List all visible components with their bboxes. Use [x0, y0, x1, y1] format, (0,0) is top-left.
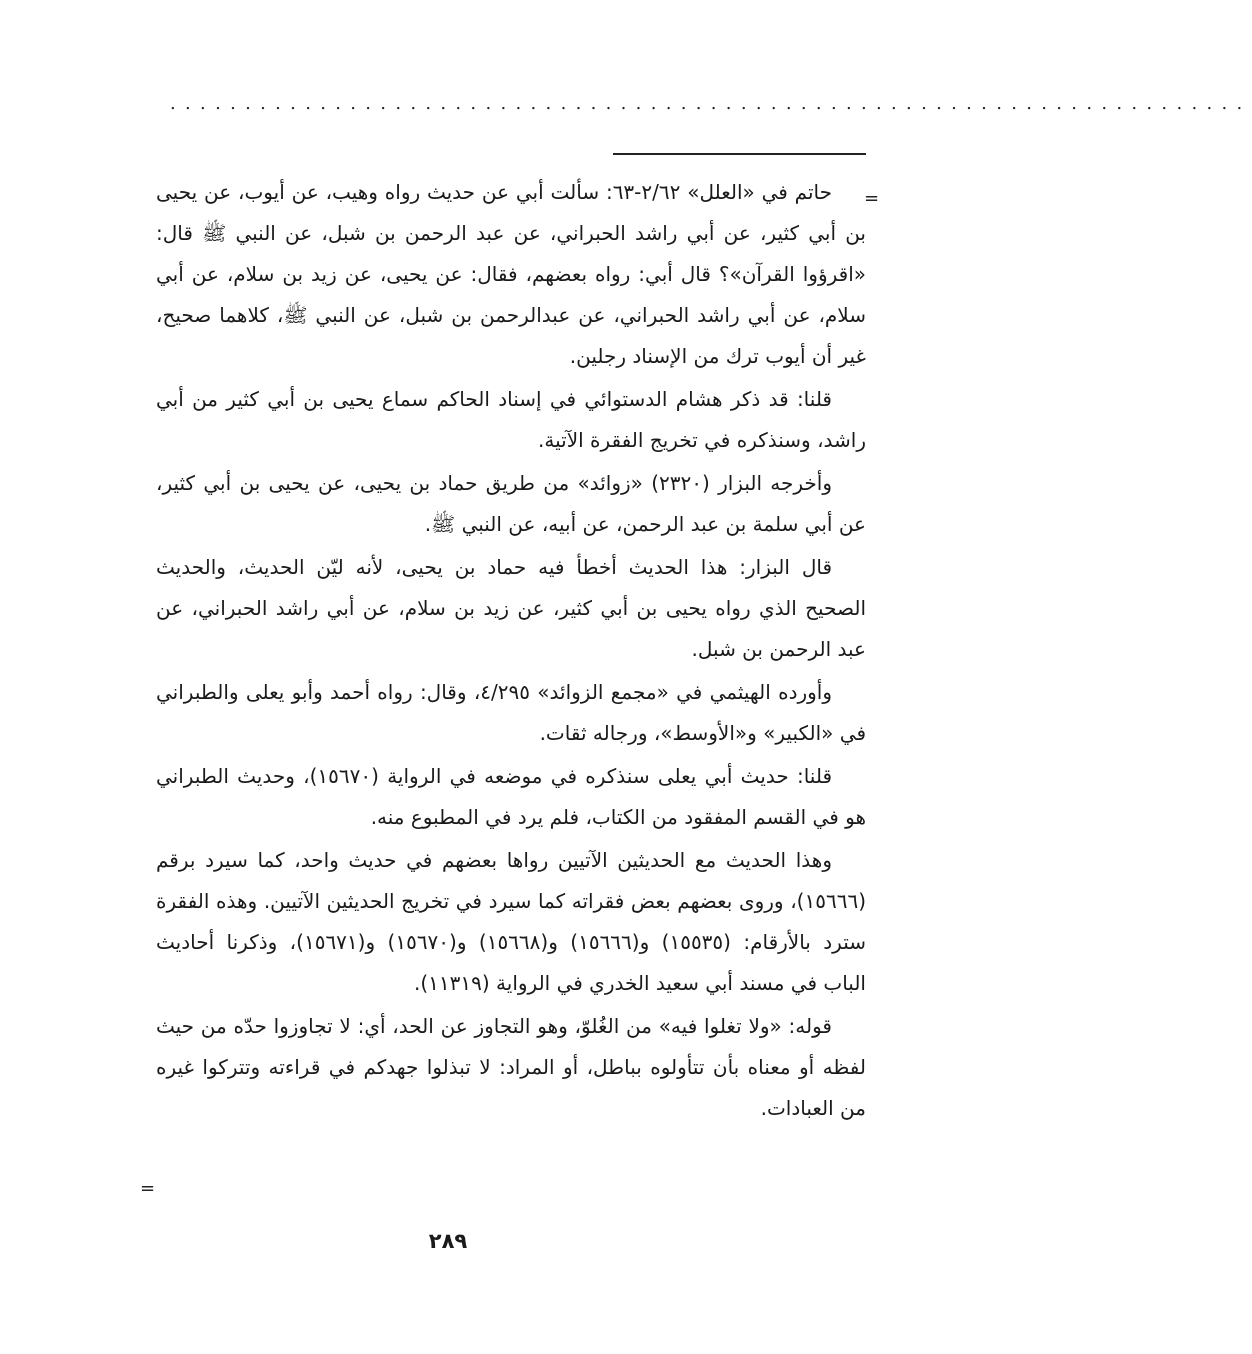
header-dotted-line: ........................................................................	[170, 93, 1252, 114]
footnote-paragraph-2: قلنا: قد ذكر هشام الدستوائي في إسناد الحاكم سماع يحيى بن أبي كثير من أبي راشد، وسنذكره في تخريج الفقرة الآتية.	[156, 387, 866, 452]
footnote-separator-rule	[613, 153, 866, 155]
footnote-paragraph-7: وهذا الحديث مع الحديثين الآتيين رواها بعضهم في حديث واحد، كما سيرد برقم (١٥٦٦٦)، وروى بعضهم بعض فقراته كما سيرد في تخريج الحديثين الآتيين. وهذه الفقرة سترد بالأرقام: (١٥٥٣٥) و(١٥٦٦٦) و(١٥٦٦٨) و(١٥٦٧٠) و(١٥٦٧١)، وذكرنا أحاديث الباب في مسند أبي سعيد الخدري في الرواية (١١٣١٩).	[156, 848, 866, 995]
footnote-body	[156, 172, 866, 1131]
footnote-paragraph-3: وأخرجه البزار (٢٣٢٠) «زوائد» من طريق حماد بن يحيى، عن يحيى بن أبي كثير، عن أبي سلمة بن عبد الرحمن، عن أبيه، عن النبي ﷺ.	[156, 471, 866, 536]
continuation-marker-bottom: =	[140, 1178, 156, 1199]
footnote-paragraph-5: وأورده الهيثمي في «مجمع الزوائد» ٤/٢٩٥، وقال: رواه أحمد وأبو يعلى والطبراني في «الكبير» و«الأوسط»، ورجاله ثقات.	[156, 680, 866, 745]
continuation-marker-top: =	[864, 188, 880, 209]
page-number: ٢٨٩	[428, 1229, 468, 1253]
footnote-paragraph-4: قال البزار: هذا الحديث أخطأ فيه حماد بن يحيى، لأنه ليّن الحديث، والحديث الصحيح الذي رواه يحيى بن أبي كثير، عن زيد بن سلام، عن أبي راشد الحبراني، عن عبد الرحمن بن شبل.	[156, 555, 866, 661]
footnote-paragraph-8: قوله: «ولا تغلوا فيه» من الغُلوّ، وهو التجاوز عن الحد، أي: لا تجاوزوا حدّه من حيث لفظه أو معناه بأن تتأولوه بباطل، أو المراد: لا تبذلوا جهدكم في قراءته وتتركوا غيره من العبادات.	[156, 1014, 866, 1120]
footnote-paragraph-1: حاتم في «العلل» ٢/٦٢-٦٣: سألت أبي عن حديث رواه وهيب، عن أيوب، عن يحيى بن أبي كثير، عن أبي راشد الحبراني، عن عبد الرحمن بن شبل، عن النبي ﷺ قال: «اقرؤوا القرآن»؟ قال أبي: رواه بعضهم، فقال: عن يحيى، عن زيد بن سلام، عن أبي سلام، عن أبي راشد الحبراني، عن عبدالرحمن بن شبل، عن النبي ﷺ، كلاهما صحيح، غير أن أيوب ترك من الإسناد رجلين.	[156, 180, 866, 368]
footnote-paragraph-6: قلنا: حديث أبي يعلى سنذكره في موضعه في الرواية (١٥٦٧٠)، وحديث الطبراني هو في القسم المفقود من الكتاب، فلم يرد في المطبوع منه.	[156, 764, 866, 829]
